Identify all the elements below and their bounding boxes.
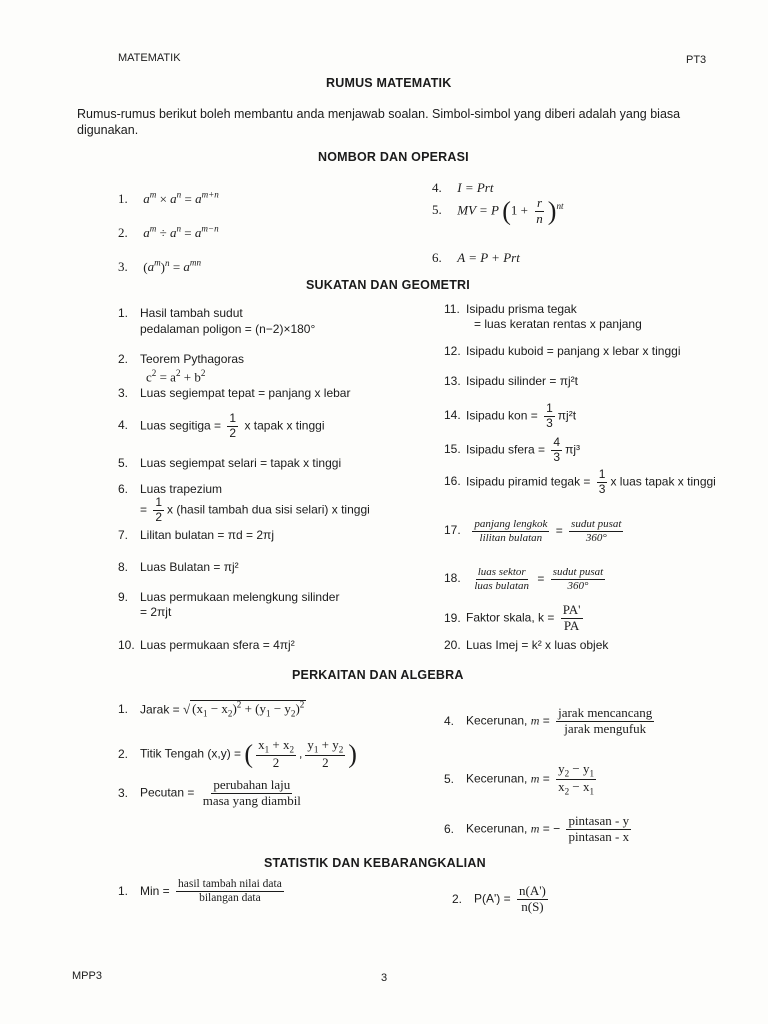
full-angle-label: 360° bbox=[585, 531, 607, 544]
sukatan-item-3: 3. Luas segiempat tepat = panjang x lebar bbox=[118, 386, 351, 400]
formula-number: 1. bbox=[118, 191, 128, 207]
item-text: Kecerunan, bbox=[466, 713, 528, 728]
item-text: Kecerunan, bbox=[466, 821, 528, 836]
item-text: Jarak = bbox=[140, 702, 180, 717]
item-text: Luas trapezium bbox=[140, 482, 223, 496]
item-text: Luas Bulatan = πj² bbox=[140, 560, 239, 574]
sukatan-item-5: 5. Luas segiempat selari = tapak x tinggi bbox=[118, 456, 342, 470]
sukatan-item-1: 1. Hasil tambah sudut bbox=[118, 306, 243, 320]
item-text: Hasil tambah sudut bbox=[140, 306, 243, 320]
circumference-label: lilitan bulatan bbox=[479, 531, 543, 544]
x-intercept-label: pintasan - x bbox=[568, 828, 630, 844]
item-text: Isipadu kuboid = panjang x lebar x tinggi bbox=[466, 344, 681, 358]
sukatan-item-11: 11. Isipadu prisma tegak bbox=[444, 302, 577, 316]
item-text: Isipadu prisma tegak bbox=[466, 302, 577, 316]
item-text-2: πj²t bbox=[557, 408, 577, 423]
formula-index-law-1: 1. $a^m \times a^n = a^{m+n}$ bbox=[118, 190, 219, 207]
time-taken-label: masa yang diambil bbox=[202, 792, 301, 808]
statistik-item-1: 1. Min = $\frac{\text{hasil tambah nilai data}}{\text{bilangan data}}$ bbox=[118, 878, 282, 905]
sukatan-item-10: 10. Luas permukaan sfera = 4πj² bbox=[118, 638, 295, 652]
pythagoras-formula: $c^2 = a^2 + b^2$ bbox=[146, 368, 206, 385]
footer-code: MPP3 bbox=[72, 970, 102, 982]
item-text: Isipadu piramid tegak = bbox=[466, 474, 591, 489]
item-text: Isipadu silinder = πj²t bbox=[466, 374, 578, 388]
item-text: Luas segitiga = bbox=[140, 418, 222, 433]
sukatan-item-2: 2. Teorem Pythagoras bbox=[118, 352, 245, 366]
central-angle-label: sudut pusat bbox=[571, 518, 622, 530]
item-text: Isipadu sfera = bbox=[466, 442, 546, 457]
formula-number: 3. bbox=[118, 259, 128, 275]
item-text: Teorem Pythagoras bbox=[140, 352, 245, 366]
item-text: Luas Imej = k² x luas objek bbox=[466, 638, 609, 652]
header-subject: MATEMATIK bbox=[118, 52, 181, 64]
perkaitan-item-5: 5. Kecerunan, m = $\frac{y_2 - y_1}{x_2 - x_1}$ bbox=[444, 761, 595, 797]
number-of-data-label: bilangan data bbox=[199, 892, 261, 905]
item-text: Luas segiempat tepat = panjang x lebar bbox=[140, 386, 351, 400]
sukatan-item-20: 20. Luas Imej = k² x luas objek bbox=[444, 638, 609, 652]
arc-length-label: panjang lengkok bbox=[474, 518, 548, 530]
item-text-2: x tapak x tinggi bbox=[244, 418, 325, 433]
y-intercept-label: pintasan - y bbox=[568, 813, 630, 828]
sukatan-item-11-line2: = luas keratan rentas x panjang bbox=[474, 317, 642, 331]
formula-text: MV = P bbox=[457, 202, 499, 218]
section-perkaitan: PERKAITAN DAN ALGEBRA bbox=[292, 668, 464, 682]
intro-text: Rumus-rumus berikut boleh membantu anda menjawab soalan. Simbol-simbol yang diberi adalah yang biasa digunakan. bbox=[77, 107, 681, 137]
item-text: P(A') = bbox=[474, 891, 511, 906]
section-statistik: STATISTIK DAN KEBARANGKALIAN bbox=[264, 856, 486, 870]
sukatan-item-6-line2: = $\frac{1}{2}$ x (hasil tambah dua sisi selari) x tinggi bbox=[140, 495, 370, 524]
formula-number: 4. bbox=[432, 180, 442, 195]
circle-area-label: luas bulatan bbox=[474, 579, 530, 592]
vertical-distance-label: jarak mencancang bbox=[558, 705, 653, 720]
speed-change-label: perubahan laju bbox=[213, 777, 291, 792]
sukatan-item-9: 9. Luas permukaan melengkung silinder bbox=[118, 590, 340, 604]
item-text-2: x (hasil tambah dua sisi selari) x tinggi bbox=[167, 502, 370, 517]
formula-total-amount bbox=[432, 250, 520, 266]
item-text: Faktor skala, k = bbox=[466, 610, 555, 625]
section-sukatan: SUKATAN DAN GEOMETRI bbox=[306, 278, 470, 292]
formula-simple-interest bbox=[432, 180, 493, 196]
sector-area-label: luas sektor bbox=[477, 566, 526, 578]
perkaitan-item-4: 4. Kecerunan, m = $\frac{\text{jarak mencancang}}{\text{jarak mengufuk}}$ bbox=[444, 705, 653, 736]
formula-index-law-2: 2. $a^m \div a^n = a^{m-n}$ bbox=[118, 224, 219, 241]
formula-compound-interest: 5. MV = P (1 + $\frac{r}{n}$ )$^{nt}$ bbox=[432, 195, 564, 226]
complement-count: n(A') bbox=[518, 883, 546, 898]
formula-index-law-3: 3. $(a^m)^n = a^{mn}$ bbox=[118, 258, 202, 275]
sukatan-item-4: 4. Luas segitiga = $\frac{1}{2}$ x tapak x tinggi bbox=[118, 411, 325, 440]
sukatan-item-7: 7. Lilitan bulatan = πd = 2πj bbox=[118, 528, 274, 542]
formula-text: A = P + Prt bbox=[457, 250, 520, 265]
formula-number: 2. bbox=[118, 225, 128, 241]
item-text: Titik Tengah (x,y) = bbox=[140, 746, 242, 761]
sukatan-item-13: 13. Isipadu silinder = πj²t bbox=[444, 374, 578, 388]
item-text: Luas permukaan sfera = 4πj² bbox=[140, 638, 295, 652]
item-text: Lilitan bulatan = πd = 2πj bbox=[140, 528, 274, 542]
perkaitan-item-2: 2. Titik Tengah (x,y) = ( $\frac{x_1 + x_2}{2}$ , $\frac{y_1 + y_2}{2}$ ) bbox=[118, 737, 357, 771]
sample-space-count: n(S) bbox=[521, 898, 544, 914]
horizontal-distance-label: jarak mengufuk bbox=[564, 720, 647, 736]
header-level: PT3 bbox=[686, 54, 707, 66]
formula-text: I = Prt bbox=[457, 180, 494, 195]
sukatan-item-16: 16. Isipadu piramid tegak = $\frac{1}{3}$ x luas tapak x tinggi bbox=[444, 467, 716, 496]
scale-denominator: PA bbox=[563, 617, 580, 633]
page-title: RUMUS MATEMATIK bbox=[326, 76, 452, 90]
sukatan-item-18: 18. $\frac{\text{luas sektor}}{\text{luas bulatan}}$ = $\frac{\text{sudut pusat}}{360^\circ}$ bbox=[444, 566, 604, 592]
scale-numerator: PA' bbox=[562, 602, 581, 617]
sum-of-data-label: hasil tambah nilai data bbox=[176, 878, 284, 892]
item-text: Min = bbox=[140, 883, 170, 898]
item-text: Kecerunan, bbox=[466, 771, 528, 786]
sukatan-item-1-line2: pedalaman poligon = (n−2)×180° bbox=[140, 322, 316, 336]
sukatan-item-8: 8. Luas Bulatan = πj² bbox=[118, 560, 239, 574]
sukatan-item-6: 6. Luas trapezium bbox=[118, 482, 223, 496]
item-text-2: πj³ bbox=[565, 442, 581, 457]
item-text-2: x luas tapak x tinggi bbox=[610, 474, 716, 489]
sukatan-item-14: 14. Isipadu kon = $\frac{1}{3}$ πj²t bbox=[444, 401, 577, 430]
perkaitan-item-6: 6. Kecerunan, m = − $\frac{\text{pintasan - y}}{\text{pintasan - x}}$ bbox=[444, 813, 630, 844]
item-text: Luas permukaan melengkung silinder bbox=[140, 590, 340, 604]
item-text: Isipadu kon = bbox=[466, 408, 538, 423]
sukatan-item-17: 17. $\frac{\text{panjang lengkok}}{\text{lilitan bulatan}}$ = $\frac{\text{sudut pusat}}{360^\circ}$ bbox=[444, 518, 622, 544]
sukatan-item-12: 12. Isipadu kuboid = panjang x lebar x tinggi bbox=[444, 344, 681, 358]
central-angle-label: sudut pusat bbox=[552, 566, 604, 578]
sukatan-item-9-line2: = 2πjt bbox=[140, 605, 172, 619]
section-nombor: NOMBOR DAN OPERASI bbox=[318, 150, 469, 164]
formula-number: 5. bbox=[432, 202, 442, 218]
sukatan-item-19: 19. Faktor skala, k = $\frac{PA'}{PA}$ bbox=[444, 602, 581, 633]
item-text: Pecutan = bbox=[140, 785, 195, 800]
statistik-item-2: 2. P(A') = $\frac{n(A')}{n(S)}$ bbox=[452, 883, 546, 914]
full-angle-label: 360° bbox=[567, 579, 589, 592]
item-text: Luas segiempat selari = tapak x tinggi bbox=[140, 456, 342, 470]
page-number: 3 bbox=[381, 972, 388, 984]
perkaitan-item-3: 3. Pecutan = $\frac{\text{perubahan laju}}{\text{masa yang diambil}}$ bbox=[118, 777, 301, 808]
formula-number: 6. bbox=[432, 250, 442, 265]
perkaitan-item-1: 1. Jarak = √ $(x_1 - x_2)^2 + (y_1 - y_2)^2$ bbox=[118, 700, 305, 719]
sukatan-item-15: 15. Isipadu sfera = $\frac{4}{3}$ πj³ bbox=[444, 435, 581, 464]
